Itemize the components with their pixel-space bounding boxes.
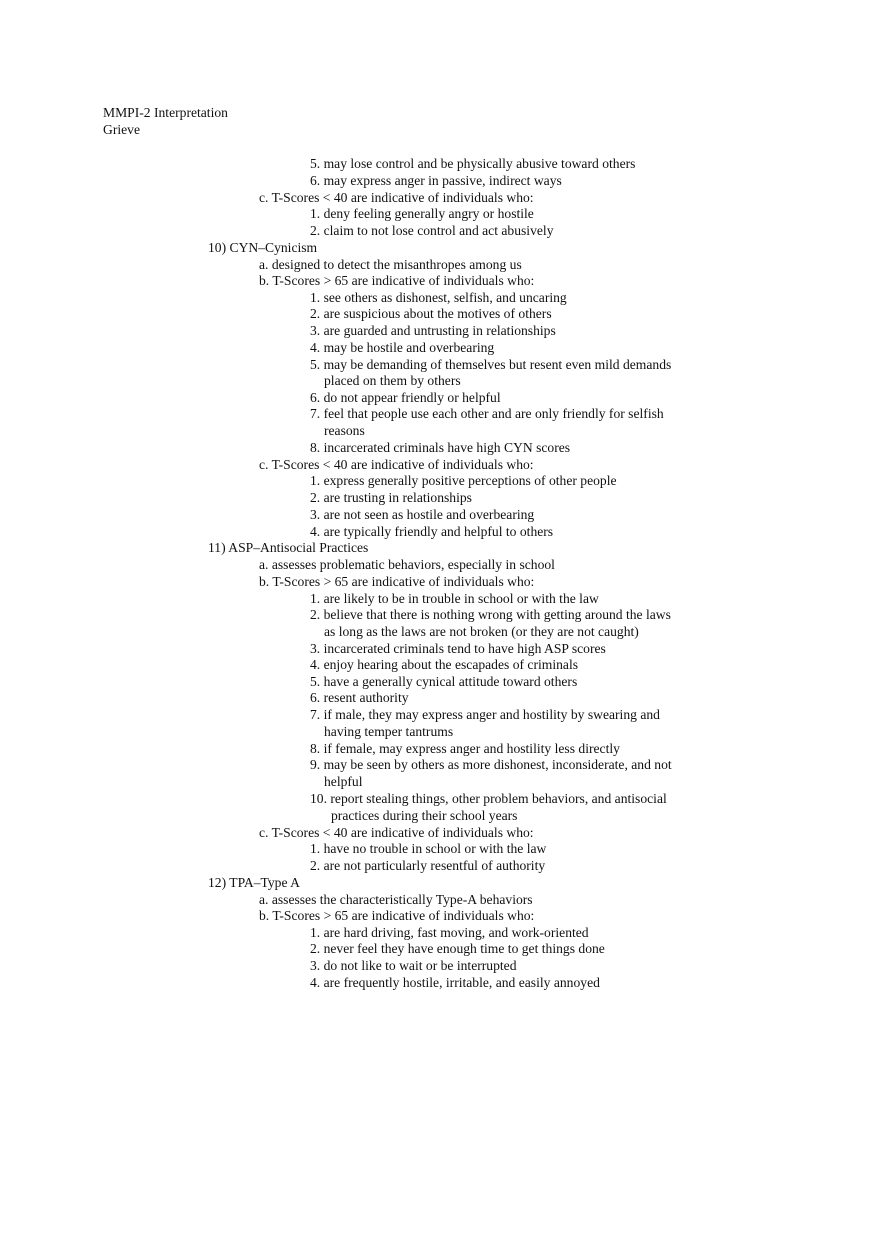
list-item: 2. are suspicious about the motives of others (310, 306, 552, 321)
list-item: 2. are trusting in relationships (310, 490, 472, 505)
list-item-continuation: helpful (324, 774, 363, 789)
list-item: 5. may lose control and be physically abusive toward others (310, 156, 636, 171)
list-item-continuation: placed on them by others (324, 373, 461, 388)
subsection-label: c. T-Scores < 40 are indicative of individuals who: (259, 190, 534, 205)
list-item: 1. are hard driving, fast moving, and work-oriented (310, 925, 589, 940)
list-item: 1. have no trouble in school or with the law (310, 841, 547, 856)
header-author: Grieve (103, 122, 140, 137)
list-item: 3. are guarded and untrusting in relationships (310, 323, 556, 338)
list-item-continuation: reasons (324, 423, 365, 438)
header-title: MMPI-2 Interpretation (103, 105, 228, 120)
subsection-label: b. T-Scores > 65 are indicative of individuals who: (259, 908, 535, 923)
list-item-continuation: having temper tantrums (324, 724, 454, 739)
list-item: 2. are not particularly resentful of authority (310, 858, 546, 873)
list-item: 3. do not like to wait or be interrupted (310, 958, 517, 973)
list-item: 5. have a generally cynical attitude toward others (310, 674, 578, 689)
list-item: 6. may express anger in passive, indirect ways (310, 173, 562, 188)
list-item: 6. do not appear friendly or helpful (310, 390, 501, 405)
list-item: 7. feel that people use each other and are only friendly for selfish (310, 406, 664, 421)
subsection-label: b. T-Scores > 65 are indicative of individuals who: (259, 574, 535, 589)
list-item: 7. if male, they may express anger and hostility by swearing and (310, 707, 660, 722)
section-heading: 11) ASP–Antisocial Practices (208, 540, 369, 555)
section-heading: 10) CYN–Cynicism (208, 240, 318, 255)
list-item: 4. are typically friendly and helpful to others (310, 524, 554, 539)
list-item: 3. are not seen as hostile and overbearing (310, 507, 535, 522)
list-item: 4. enjoy hearing about the escapades of criminals (310, 657, 579, 672)
list-item: 9. may be seen by others as more dishonest, inconsiderate, and not (310, 757, 672, 772)
list-item: 1. deny feeling generally angry or hostile (310, 206, 534, 221)
subsection-label: a. assesses problematic behaviors, especially in school (259, 557, 555, 572)
list-item: 8. if female, may express anger and hostility less directly (310, 741, 620, 756)
list-item: 2. never feel they have enough time to get things done (310, 941, 605, 956)
list-item: 1. see others as dishonest, selfish, and uncaring (310, 290, 567, 305)
section-heading: 12) TPA–Type A (208, 875, 300, 890)
list-item-continuation: practices during their school years (331, 808, 518, 823)
list-item: 1. are likely to be in trouble in school or with the law (310, 591, 599, 606)
list-item-continuation: as long as the laws are not broken (or they are not caught) (324, 624, 639, 639)
list-item: 4. may be hostile and overbearing (310, 340, 495, 355)
subsection-label: a. assesses the characteristically Type-A behaviors (259, 892, 533, 907)
list-item: 1. express generally positive perceptions of other people (310, 473, 617, 488)
list-item: 10. report stealing things, other problem behaviors, and antisocial (310, 791, 667, 806)
list-item: 2. claim to not lose control and act abusively (310, 223, 554, 238)
list-item: 8. incarcerated criminals have high CYN scores (310, 440, 571, 455)
list-item: 2. believe that there is nothing wrong with getting around the laws (310, 607, 671, 622)
list-item: 5. may be demanding of themselves but resent even mild demands (310, 357, 672, 372)
subsection-label: b. T-Scores > 65 are indicative of individuals who: (259, 273, 535, 288)
list-item: 6. resent authority (310, 690, 409, 705)
list-item: 3. incarcerated criminals tend to have high ASP scores (310, 641, 606, 656)
subsection-label: c. T-Scores < 40 are indicative of individuals who: (259, 457, 534, 472)
subsection-label: a. designed to detect the misanthropes among us (259, 257, 522, 272)
subsection-label: c. T-Scores < 40 are indicative of individuals who: (259, 825, 534, 840)
list-item: 4. are frequently hostile, irritable, and easily annoyed (310, 975, 600, 990)
